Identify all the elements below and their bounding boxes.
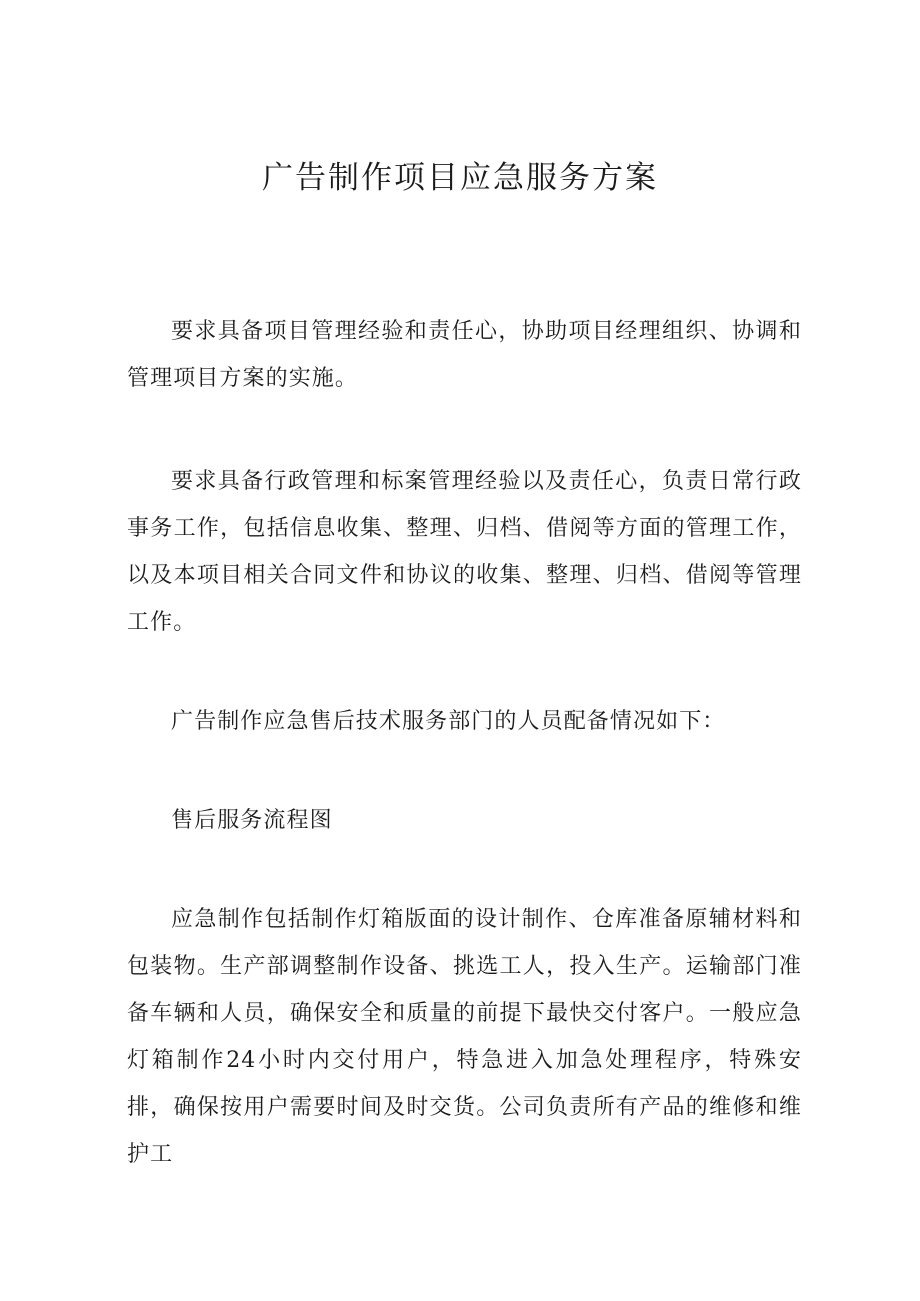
paragraph-staffing-intro: 广告制作应急售后技术服务部门的人员配备情况如下：: [171, 709, 726, 734]
paragraph-admin-management: 要求具备行政管理和标案管理经验以及责任心，负责日常行政事务工作，包括信息收集、整理、归档、借阅等方面的管理工作，以及本项目相关合同文件和协议的收集、整理、归档、借阅等管理工作。: [127, 469, 802, 635]
paragraph-project-management: 要求具备项目管理经验和责任心，协助项目经理组织、协调和管理项目方案的实施。: [127, 319, 802, 391]
paragraph-emergency-production: 应急制作包括制作灯箱版面的设计制作、仓库准备原辅材料和包装物。生产部调整制作设备、挑选工人，投入生产。运输部门准备车辆和人员，确保安全和质量的前提下最快交付客户。一般应急灯箱制作24小时内交付用户，特急进入加急处理程序，特殊安排，确保按用户需要时间及时交货。公司负责所有产品的维修和维护工: [127, 907, 802, 1167]
paragraph-flowchart-heading: 售后服务流程图: [171, 808, 333, 833]
document-title: 广告制作项目应急服务方案: [262, 160, 658, 196]
document-body: [127, 308, 802, 1234]
